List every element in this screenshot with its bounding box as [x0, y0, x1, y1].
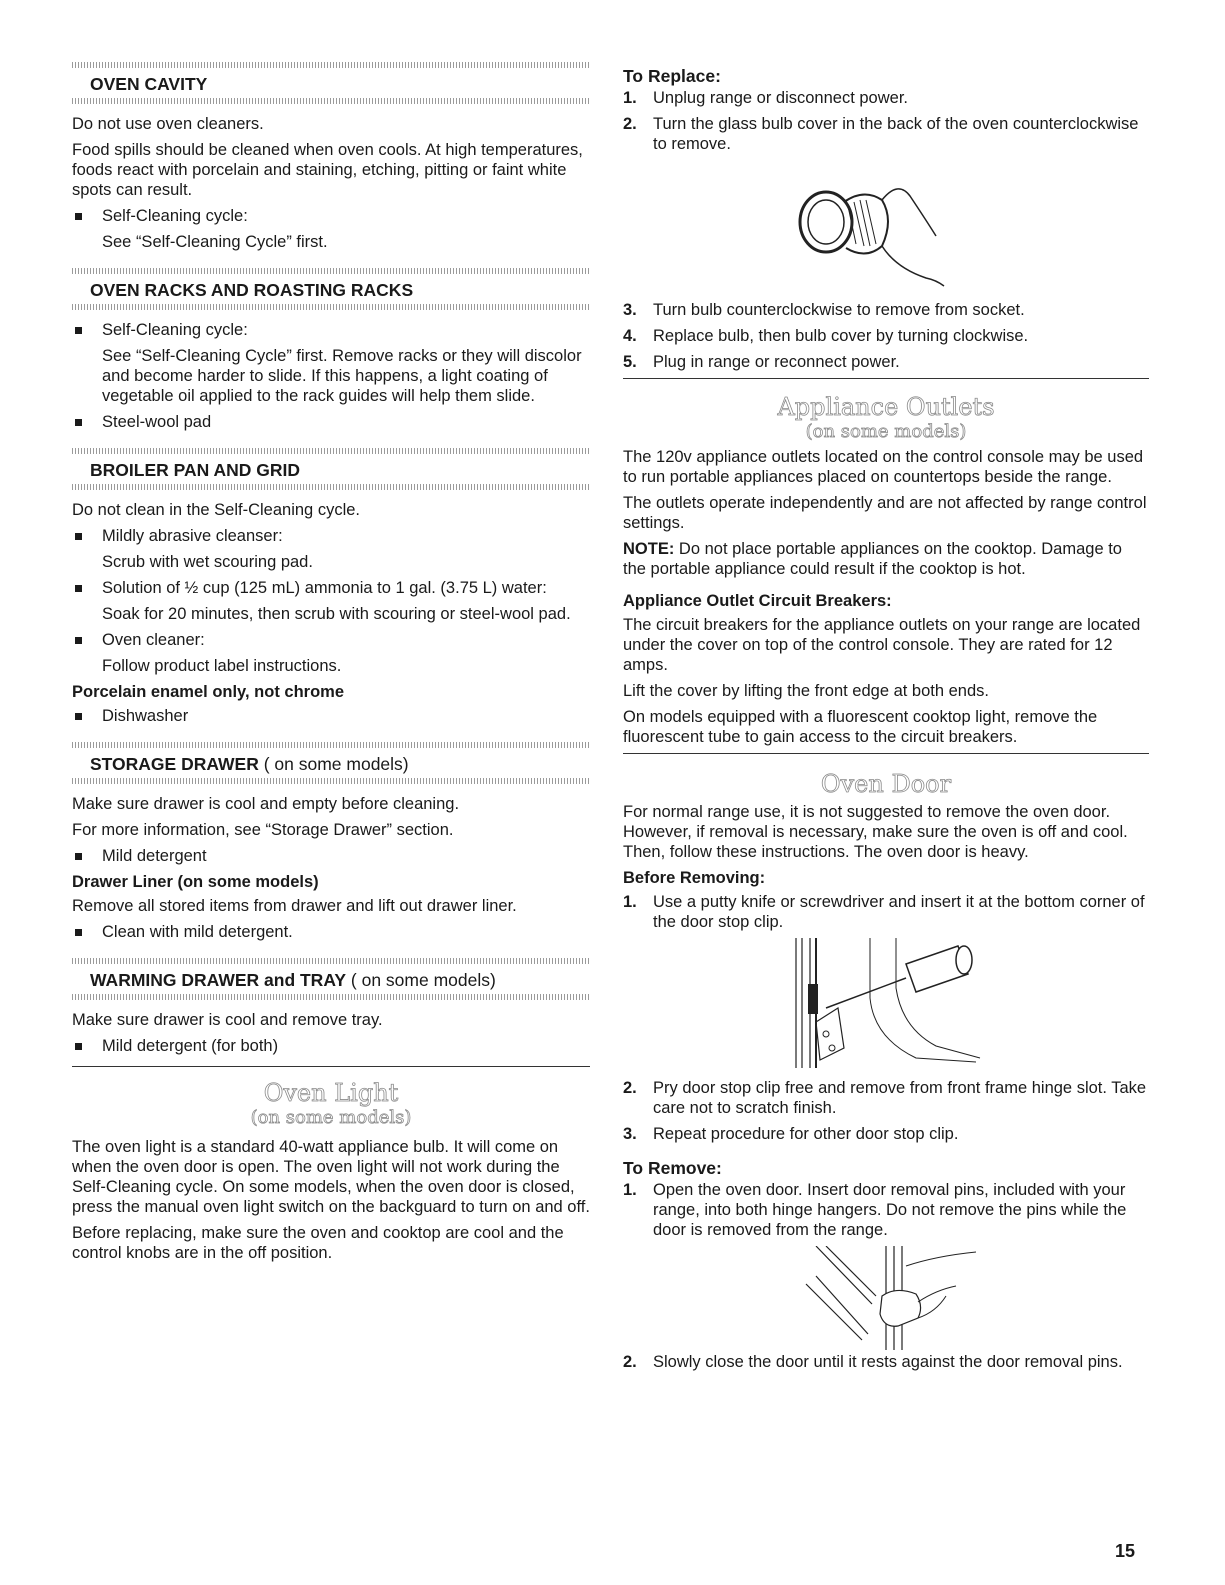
bullet-detail: See “Self-Cleaning Cycle” first.: [102, 233, 328, 251]
section-header-storage: [72, 742, 590, 784]
paragraph: The outlets operate independently and are not affected by range control settings.: [623, 494, 1147, 532]
bullet-item: Mild detergent: [72, 846, 590, 866]
bulb-cover-illustration: [786, 160, 986, 300]
step-item: 3. Turn bulb counterclockwise to remove from socket.: [623, 301, 1025, 319]
bullet-item: Steel-wool pad: [72, 412, 590, 432]
bullet-detail: Scrub with wet scouring pad.: [102, 553, 313, 571]
bullet-item: Mildly abrasive cleanser:: [72, 526, 590, 546]
bullet-detail: Follow product label instructions.: [102, 657, 342, 675]
paragraph: Before replacing, make sure the oven and cooktop are cool and the control knobs are in the off position.: [72, 1224, 564, 1262]
appliance-outlets-subheading: (on some models): [805, 421, 967, 442]
bullet-detail: Soak for 20 minutes, then scrub with scouring or steel-wool pad.: [102, 605, 571, 623]
section-header-warming: [72, 958, 590, 1000]
paragraph: For normal range use, it is not suggested to remove the oven door. However, if removal is necessary, make sure the oven is off and cool. Then, follow these instructions. The oven door is heavy.: [623, 803, 1128, 861]
section-title: BROILER PAN AND GRID: [90, 460, 300, 480]
paragraph: Make sure drawer is cool and remove tray.: [72, 1011, 383, 1029]
oven-door-heading: Oven Door: [820, 770, 952, 798]
paragraph: Food spills should be cleaned when oven cools. At high temperatures, foods react with porcelain and staining, etching, pitting or faint white spots can result.: [72, 141, 583, 199]
paragraph: For more information, see “Storage Drawer” section.: [72, 821, 454, 839]
paragraph: On models equipped with a fluorescent cooktop light, remove the fluorescent tube to gain access to the circuit breakers.: [623, 708, 1098, 746]
left-column: [72, 62, 590, 1269]
bullet-item: Self-Cleaning cycle:: [72, 206, 590, 226]
step-item: 1. Open the oven door. Insert door removal pins, included with your range, into both hinge hangers. Do not remove the pins while the door is removed from the range.: [623, 1181, 1127, 1239]
to-remove-title: To Remove:: [623, 1158, 722, 1178]
door-stop-clip-illustration: [786, 938, 986, 1078]
page-number: 15: [1115, 1541, 1136, 1561]
paragraph: The circuit breakers for the appliance outlets on your range are located under the cover on top of the control console. They are rated for 12 amps.: [623, 616, 1141, 674]
bullet-item: Dishwasher: [72, 706, 590, 726]
section-title: OVEN RACKS AND ROASTING RACKS: [90, 280, 414, 300]
section-title: STORAGE DRAWER ( on some models): [90, 754, 409, 774]
bullet-item: Self-Cleaning cycle:: [72, 320, 590, 340]
step-item: 1. Use a putty knife or screwdriver and insert it at the bottom corner of the door stop clip.: [623, 893, 1145, 931]
step-item: 2. Slowly close the door until it rests against the door removal pins.: [623, 1353, 1123, 1371]
bullet-detail: See “Self-Cleaning Cycle” first. Remove racks or they will discolor and become harder to slide. If this happens, a light coating of vegetable oil applied to the rack guides will help them slide.: [102, 347, 582, 405]
paragraph: Do not clean in the Self-Cleaning cycle.: [72, 501, 360, 519]
section-header-broiler: [72, 448, 590, 490]
section-header-racks: [72, 268, 590, 310]
circuit-breakers-title: Appliance Outlet Circuit Breakers:: [623, 592, 892, 610]
subheading: Drawer Liner (on some models): [72, 873, 319, 891]
step-item: 2. Turn the glass bulb cover in the back of the oven counterclockwise to remove.: [623, 115, 1139, 153]
paragraph: Remove all stored items from drawer and lift out drawer liner.: [72, 897, 517, 915]
before-removing-title: Before Removing:: [623, 869, 766, 887]
bullet-item: Mild detergent (for both): [72, 1036, 590, 1056]
paragraph: The oven light is a standard 40-watt appliance bulb. It will come on when the oven door is open. The oven light will not work during the Self-Cleaning cycle. On some models, when the oven door is closed, press the manual oven light switch on the backguard to turn on and off.: [72, 1138, 590, 1216]
bullet-item: Solution of ½ cup (125 mL) ammonia to 1 gal. (3.75 L) water:: [72, 578, 590, 598]
step-item: 2. Pry door stop clip free and remove from front frame hinge slot. Take care not to scratch finish.: [623, 1079, 1147, 1117]
appliance-outlets-heading: Appliance Outlets: [777, 393, 995, 421]
door-removal-pin-illustration: [786, 1246, 986, 1352]
bullet-item: Clean with mild detergent.: [72, 922, 590, 942]
divider: [623, 378, 1149, 379]
paragraph: The 120v appliance outlets located on the control console may be used to run portable appliances placed on countertops beside the range.: [623, 448, 1144, 486]
paragraph: Do not use oven cleaners.: [72, 115, 264, 133]
section-header-oven-cavity: [72, 62, 590, 104]
paragraph: Make sure drawer is cool and empty before cleaning.: [72, 795, 460, 813]
oven-light-heading: Oven Light: [263, 1079, 399, 1107]
step-item: 3. Repeat procedure for other door stop clip.: [623, 1125, 959, 1143]
bullet-item: Oven cleaner:: [72, 630, 590, 650]
subheading: Porcelain enamel only, not chrome: [72, 683, 345, 701]
step-item: 5. Plug in range or reconnect power.: [623, 353, 900, 371]
paragraph: Lift the cover by lifting the front edge at both ends.: [623, 682, 989, 700]
section-title: WARMING DRAWER and TRAY ( on some models): [90, 970, 496, 990]
divider: [623, 753, 1149, 754]
to-replace-title: To Replace:: [623, 66, 721, 86]
right-column: [623, 66, 1149, 1378]
step-item: 1. Unplug range or disconnect power.: [623, 89, 908, 107]
divider: [72, 1066, 590, 1067]
oven-light-subheading: (on some models): [250, 1107, 412, 1128]
step-item: 4. Replace bulb, then bulb cover by turning clockwise.: [623, 327, 1029, 345]
section-title: OVEN CAVITY: [90, 74, 208, 94]
note-paragraph: NOTE: Do not place portable appliances on the cooktop. Damage to the portable appliance could result if the cooktop is hot.: [623, 540, 1122, 578]
